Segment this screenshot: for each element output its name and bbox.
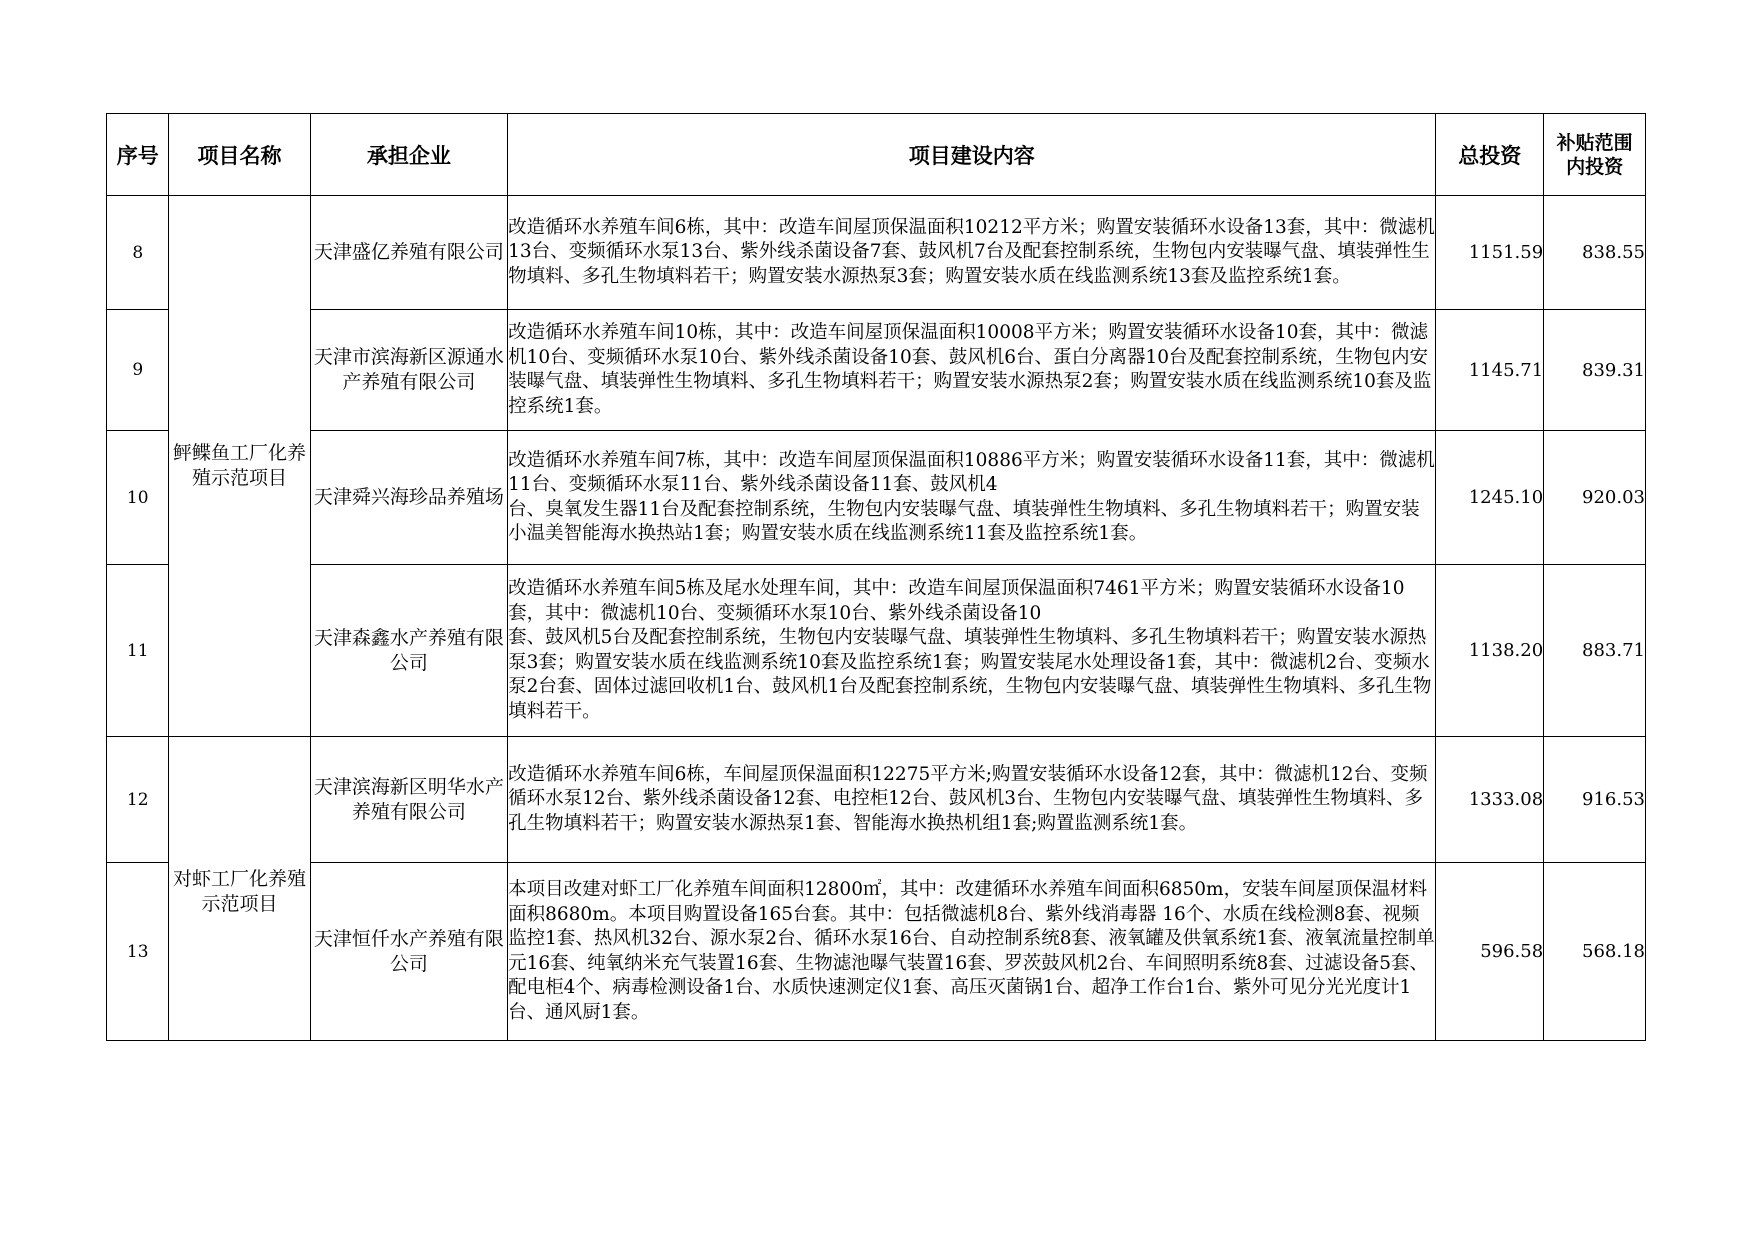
row-subsidy: 883.71 xyxy=(1544,565,1646,737)
row-content: 改造循环水养殖车间10栋，其中：改造车间屋顶保温面积10008平方米；购置安装循环水设备10套，其中：微滤机10台、变频循环水泵10台、紫外线杀菌设备10套、鼓风机6台、蛋白分离器10台及配套控制系统，生物包内安装曝气盘、填装弹性生物填料、多孔生物填料若干；购置安装水源热泵2套；购置安装水质在线监测系统10套及监控系统1套。 xyxy=(508,310,1436,431)
row-content: 改造循环水养殖车间6栋，其中：改造车间屋顶保温面积10212平方米；购置安装循环水设备13套，其中：微滤机13台、变频循环水泵13台、紫外线杀菌设备7套、鼓风机7台及配套控制系统，生物包内安装曝气盘、填装弹性生物填料、多孔生物填料若干；购置安装水源热泵3套；购置安装水质在线监测系统13套及监控系统1套。 xyxy=(508,196,1436,310)
row-subsidy: 838.55 xyxy=(1544,196,1646,310)
row-total: 1138.20 xyxy=(1436,565,1544,737)
header-name: 项目名称 xyxy=(169,114,310,196)
table-row xyxy=(107,431,1646,565)
header-no: 序号 xyxy=(107,114,169,196)
table-row xyxy=(107,196,1646,310)
row-subsidy: 920.03 xyxy=(1544,431,1646,565)
row-content: 改造循环水养殖车间5栋及尾水处理车间，其中：改造车间屋顶保温面积7461平方米；购置安装循环水设备10套，其中：微滤机10台、变频循环水泵10台、紫外线杀菌设备10 套、鼓风机5台及配套控制系统，生物包内安装曝气盘、填装弹性生物填料、多孔生物填料若干；购置安装水源热泵3套；购置安装水质在线监测系统10套及监控系统1套；购置安装尾水处理设备1套，其中：微滤机2台、变频水泵2台套、固体过滤回收机1台、鼓风机1台及配套控制系统，生物包内安装曝气盘、填装弹性生物填料、多孔生物填料若干。 xyxy=(508,565,1436,737)
header-company: 承担企业 xyxy=(310,114,508,196)
header-subsidy: 补贴范围 内投资 xyxy=(1544,114,1646,196)
row-total: 1333.08 xyxy=(1436,737,1544,863)
row-company: 天津市滨海新区源通水产养殖有限公司 xyxy=(310,310,508,431)
row-company: 天津盛亿养殖有限公司 xyxy=(310,196,508,310)
row-content: 改造循环水养殖车间7栋，其中：改造车间屋顶保温面积10886平方米；购置安装循环水设备11套，其中：微滤机11台、变频循环水泵11台、紫外线杀菌设备11套、鼓风机4 台、臭氧发生器11台及配套控制系统，生物包内安装曝气盘、填装弹性生物填料、多孔生物填料若干；购置安装小温美智能海水换热站1套；购置安装水质在线监测系统11套及监控系统1套。 xyxy=(508,431,1436,565)
project-table xyxy=(106,113,1646,1041)
row-subsidy: 916.53 xyxy=(1544,737,1646,863)
row-company: 天津森鑫水产养殖有限公司 xyxy=(310,565,508,737)
row-total: 1145.71 xyxy=(1436,310,1544,431)
row-subsidy: 568.18 xyxy=(1544,863,1646,1041)
row-no: 10 xyxy=(107,431,169,565)
table-row xyxy=(107,565,1646,737)
table-row xyxy=(107,310,1646,431)
row-no: 13 xyxy=(107,863,169,1041)
row-no: 8 xyxy=(107,196,169,310)
row-subsidy: 839.31 xyxy=(1544,310,1646,431)
row-total: 596.58 xyxy=(1436,863,1544,1041)
header-total: 总投资 xyxy=(1436,114,1544,196)
row-no: 12 xyxy=(107,737,169,863)
group-name: 对虾工厂化养殖示范项目 xyxy=(169,737,310,1041)
table-row xyxy=(107,863,1646,1041)
row-content: 改造循环水养殖车间6栋，车间屋顶保温面积12275平方米;购置安装循环水设备12套，其中：微滤机12台、变频循环水泵12台、紫外线杀菌设备12套、电控柜12台、鼓风机3台、生物包内安装曝气盘、填装弹性生物填料、多孔生物填料若干；购置安装水源热泵1套、智能海水换热机组1套;购置监测系统1套。 xyxy=(508,737,1436,863)
row-company: 天津恒仟水产养殖有限公司 xyxy=(310,863,508,1041)
row-total: 1151.59 xyxy=(1436,196,1544,310)
row-no: 11 xyxy=(107,565,169,737)
row-content: 本项目改建对虾工厂化养殖车间面积12800㎡，其中：改建循环水养殖车间面积6850m，安装车间屋顶保温材料面积8680m。本项目购置设备165台套。其中：包括微滤机8台、紫外线消毒器 16个、水质在线检测8套、视频监控1套、热风机32台、源水泵2台、循环水泵16台、自动控制系统8套、液氧罐及供氧系统1套、液氧流量控制单元16套、纯氧纳米充气装置16套、生物滤池曝气装置16套、罗茨鼓风机2台、车间照明系统8套、过滤设备5套、配电柜4个、病毒检测设备1台、水质快速测定仪1套、高压灭菌锅1台、超净工作台1台、紫外可见分光光度计1台、通风厨1套。 xyxy=(508,863,1436,1041)
row-company: 天津滨海新区明华水产养殖有限公司 xyxy=(310,737,508,863)
header-row xyxy=(107,114,1646,196)
row-company: 天津舜兴海珍品养殖场 xyxy=(310,431,508,565)
header-content: 项目建设内容 xyxy=(508,114,1436,196)
group-name: 鲆鲽鱼工厂化养殖示范项目 xyxy=(169,196,310,737)
table-row xyxy=(107,737,1646,863)
row-no: 9 xyxy=(107,310,169,431)
row-total: 1245.10 xyxy=(1436,431,1544,565)
